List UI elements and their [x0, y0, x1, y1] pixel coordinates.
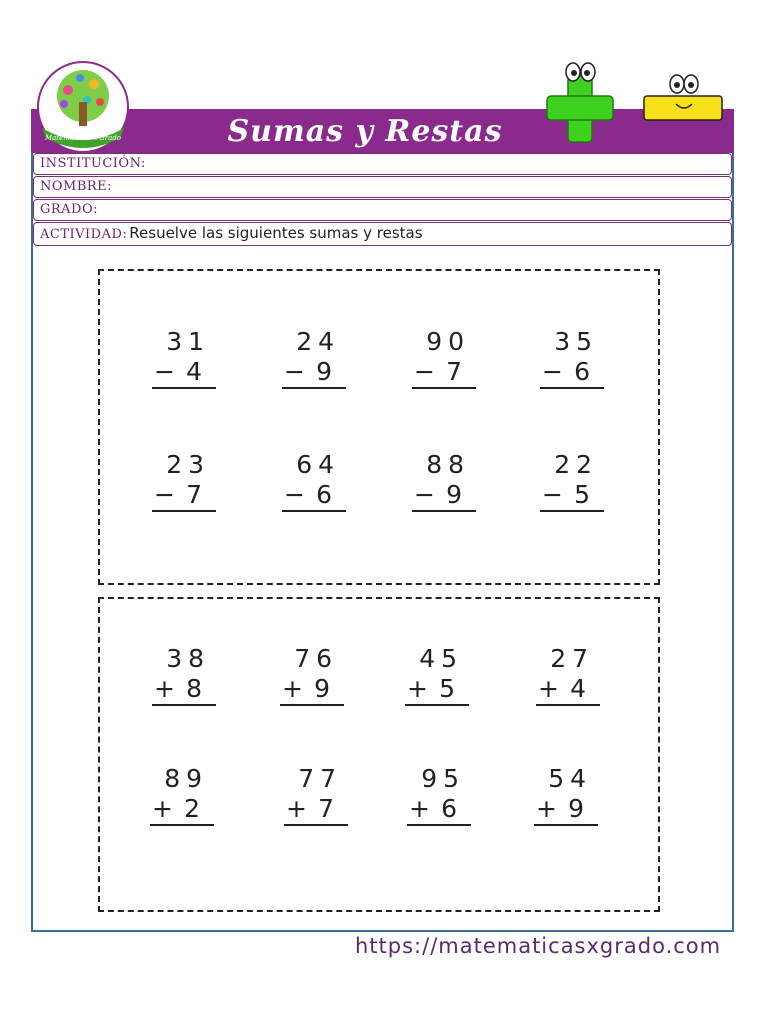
addend-bottom: 6: [441, 794, 463, 823]
problem-suma-4: [536, 644, 600, 714]
nombre-field[interactable]: [33, 176, 732, 198]
answer-line: [282, 510, 346, 512]
minus-mascot-icon: [644, 75, 722, 120]
addend-top: 54: [548, 764, 592, 793]
institucion-label: INSTITUCIÓN:: [40, 156, 146, 171]
subtrahend: 6: [316, 480, 338, 509]
addend-bottom: 5: [439, 674, 461, 703]
subtrahend: 6: [574, 357, 596, 386]
operator: −: [284, 480, 305, 509]
subtrahend: 7: [186, 480, 208, 509]
addend-top: 76: [294, 644, 338, 673]
answer-line: [152, 704, 216, 706]
subtrahend: 9: [446, 480, 468, 509]
plus-mascot-icon: [547, 63, 613, 142]
minuend: 88: [426, 450, 470, 479]
answer-line: [284, 824, 348, 826]
addend-top: 89: [164, 764, 208, 793]
addend-bottom: 9: [314, 674, 336, 703]
problem-suma-7: [407, 764, 471, 834]
operator: −: [154, 480, 175, 509]
answer-line: [282, 387, 346, 389]
operator: −: [414, 480, 435, 509]
problem-suma-6: [284, 764, 348, 834]
addend-top: 95: [421, 764, 465, 793]
problem-resta-3: [412, 327, 476, 397]
institucion-field[interactable]: [33, 153, 732, 175]
answer-line: [536, 704, 600, 706]
answer-line: [407, 824, 471, 826]
nombre-label: NOMBRE:: [40, 179, 113, 194]
answer-line: [412, 510, 476, 512]
answer-line: [152, 387, 216, 389]
actividad-label: ACTIVIDAD:: [40, 227, 128, 242]
answer-line: [540, 510, 604, 512]
minuend: 35: [554, 327, 598, 356]
operator: +: [282, 674, 303, 703]
answer-line: [540, 387, 604, 389]
operator: −: [154, 357, 175, 386]
answer-line: [405, 704, 469, 706]
addend-bottom: 8: [186, 674, 208, 703]
addend-top: 27: [550, 644, 594, 673]
operator: +: [538, 674, 559, 703]
actividad-field: [33, 222, 732, 246]
addend-bottom: 4: [570, 674, 592, 703]
addend-top: 77: [298, 764, 342, 793]
addend-bottom: 2: [184, 794, 206, 823]
subtrahend: 9: [316, 357, 338, 386]
grado-label: GRADO:: [40, 202, 99, 217]
minuend: 24: [296, 327, 340, 356]
addend-top: 45: [419, 644, 463, 673]
subtrahend: 5: [574, 480, 596, 509]
grado-field[interactable]: [33, 199, 732, 221]
restas-box: [98, 269, 660, 585]
actividad-value: Resuelve las siguientes sumas y restas: [129, 224, 423, 242]
tree-logo-icon: [32, 60, 134, 154]
problem-suma-8: [534, 764, 598, 834]
problem-resta-1: [152, 327, 216, 397]
addend-bottom: 9: [568, 794, 590, 823]
operator: +: [536, 794, 557, 823]
minuend: 64: [296, 450, 340, 479]
operator: +: [154, 674, 175, 703]
problem-resta-2: [282, 327, 346, 397]
answer-line: [534, 824, 598, 826]
operator: +: [152, 794, 173, 823]
operator: +: [286, 794, 307, 823]
problem-suma-1: [152, 644, 216, 714]
addend-bottom: 7: [318, 794, 340, 823]
problem-resta-6: [282, 450, 346, 520]
minuend: 90: [426, 327, 470, 356]
problem-resta-5: [152, 450, 216, 520]
logo-text: Matemáticas x Grado: [44, 134, 122, 142]
addend-top: 38: [166, 644, 210, 673]
problem-suma-3: [405, 644, 469, 714]
operator: +: [407, 674, 428, 703]
problem-resta-8: [540, 450, 604, 520]
operator: −: [284, 357, 305, 386]
subtrahend: 4: [186, 357, 208, 386]
operator: +: [409, 794, 430, 823]
math-mascots-icon: [540, 58, 730, 148]
minuend: 31: [166, 327, 210, 356]
problem-suma-2: [280, 644, 344, 714]
subtrahend: 7: [446, 357, 468, 386]
minuend: 23: [166, 450, 210, 479]
operator: −: [542, 480, 563, 509]
answer-line: [412, 387, 476, 389]
problem-suma-5: [150, 764, 214, 834]
problem-resta-7: [412, 450, 476, 520]
operator: −: [414, 357, 435, 386]
answer-line: [152, 510, 216, 512]
worksheet-title: Sumas y Restas: [227, 114, 503, 149]
sumas-box: [98, 597, 660, 912]
problem-resta-4: [540, 327, 604, 397]
minuend: 22: [554, 450, 598, 479]
answer-line: [150, 824, 214, 826]
answer-line: [280, 704, 344, 706]
footer-url[interactable]: https://matematicasxgrado.com: [355, 934, 722, 958]
operator: −: [542, 357, 563, 386]
